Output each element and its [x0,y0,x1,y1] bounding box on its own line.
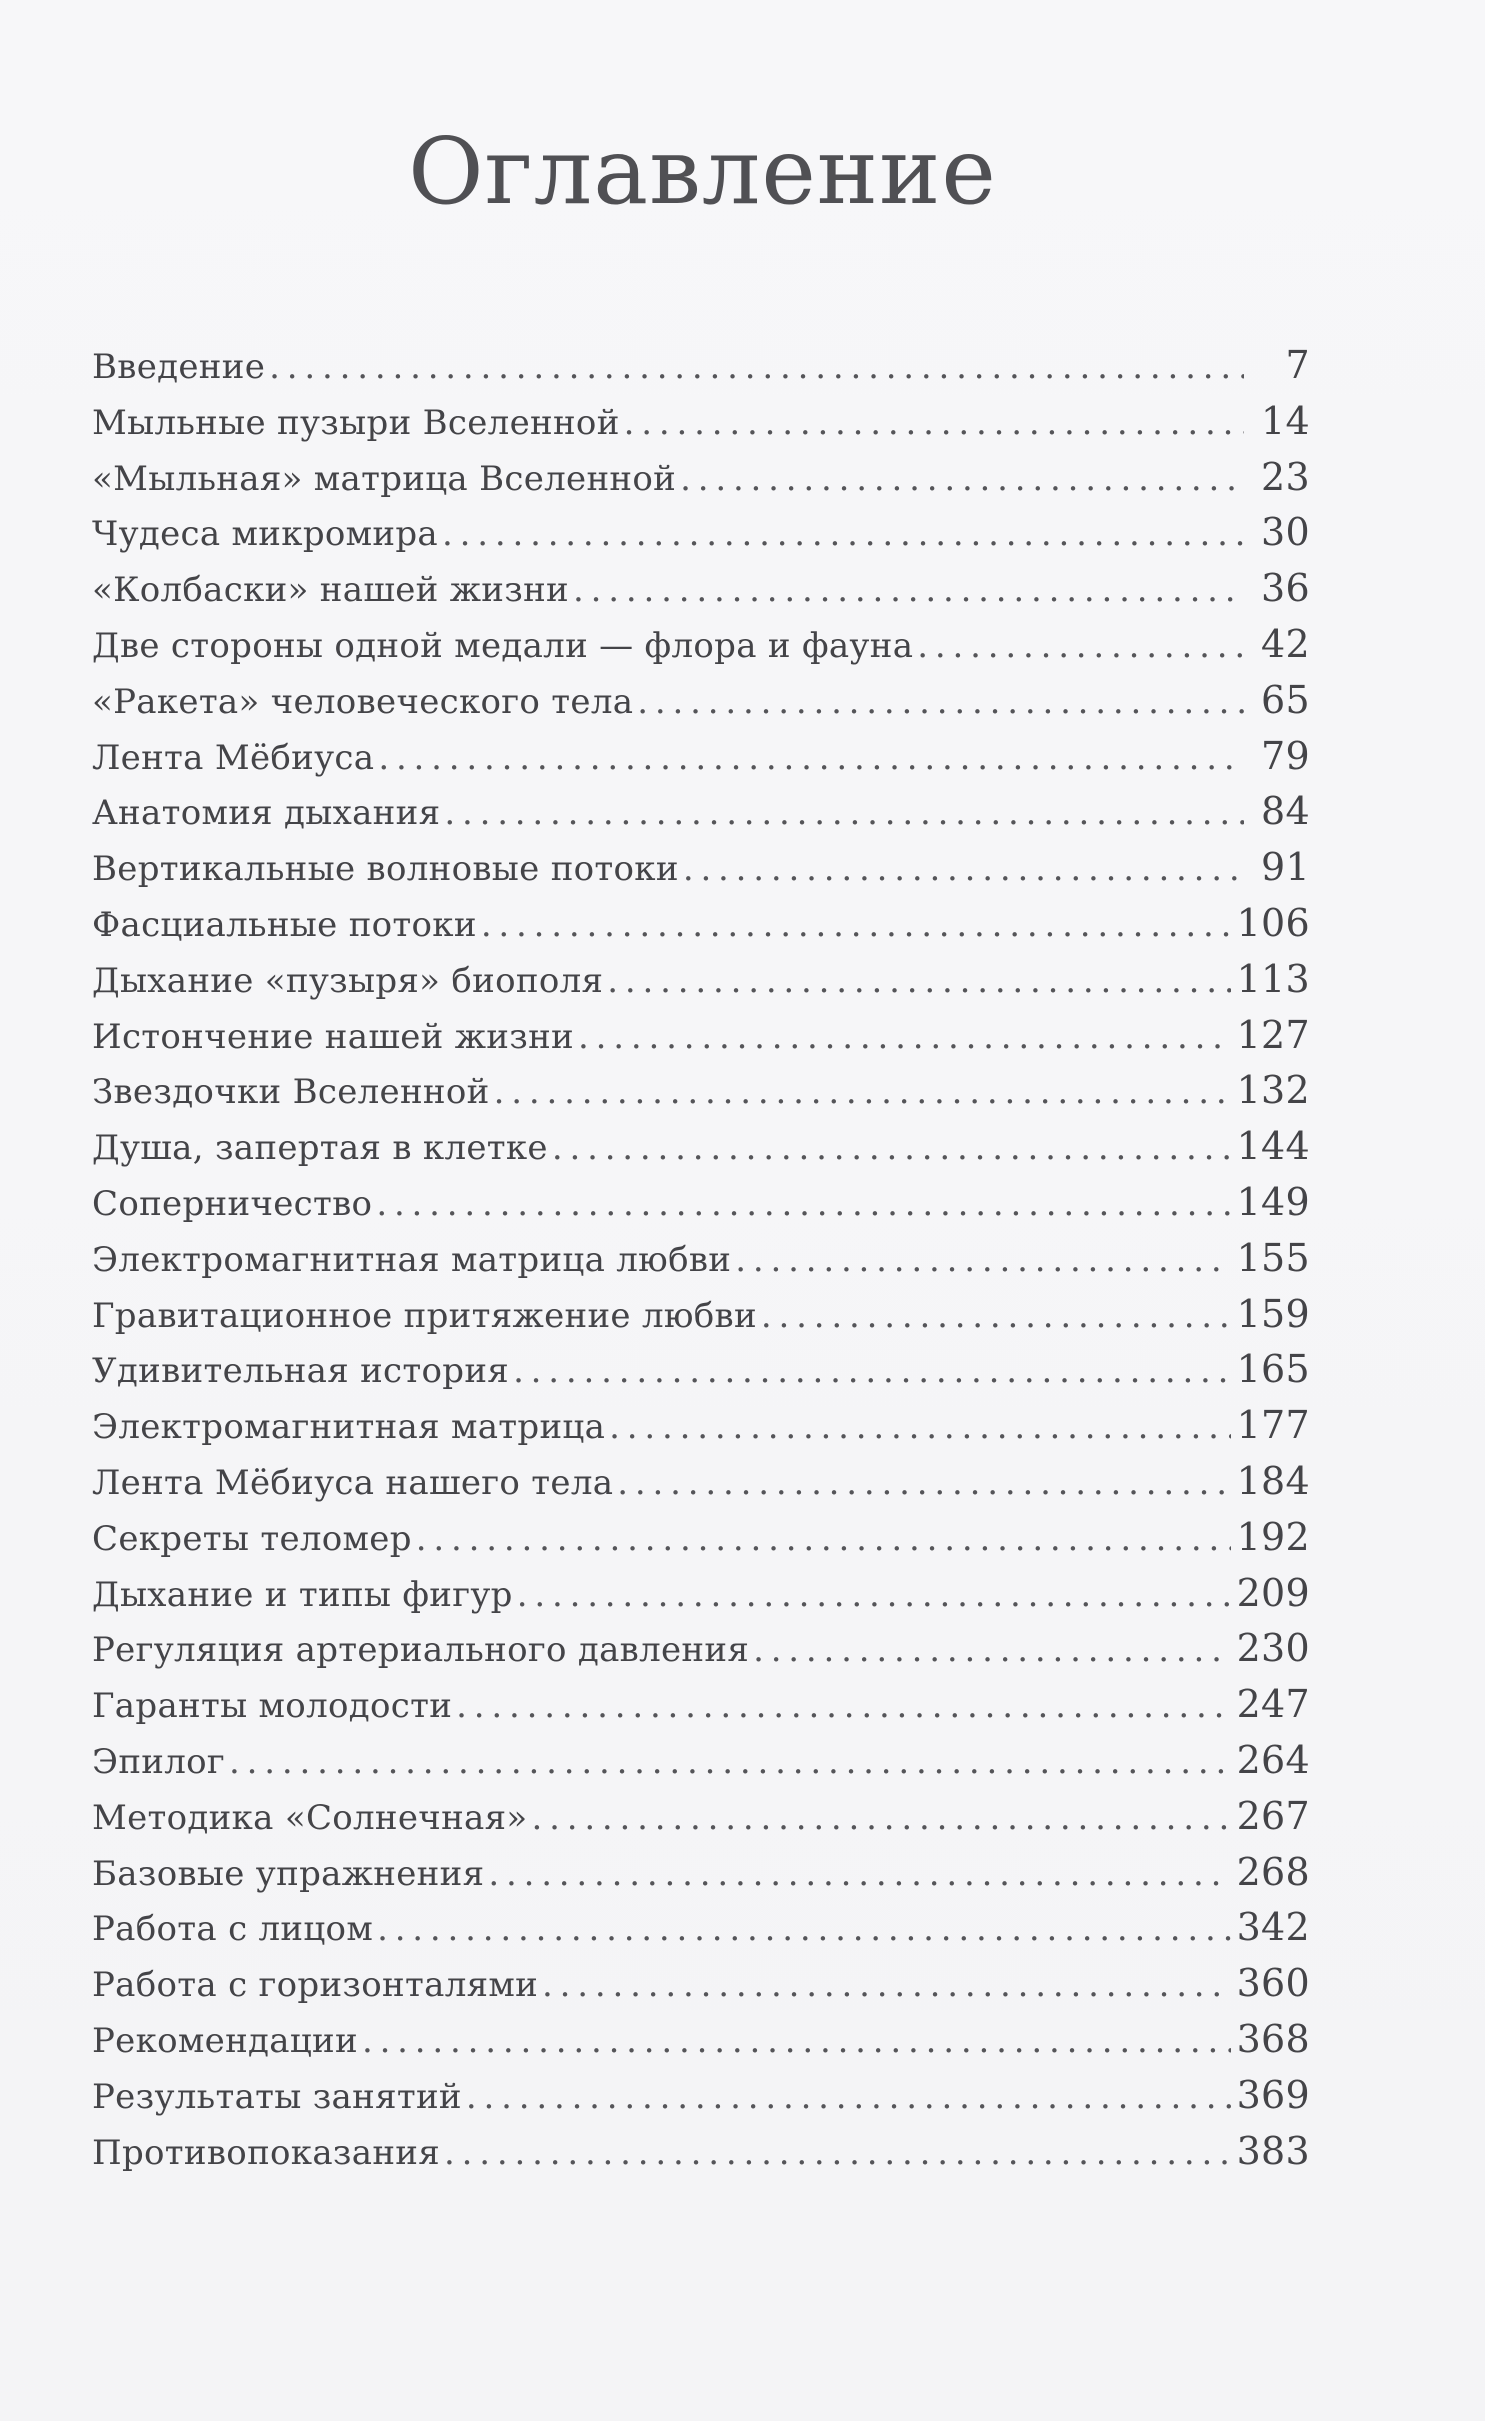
toc-entry [92,505,1310,561]
dot-leader [531,1791,1230,1847]
dot-leader [416,1512,1231,1568]
toc-entry-title: Электромагнитная матрица любви [92,1239,732,1280]
toc-entry-page-number: 268 [1236,1849,1310,1894]
toc-entry [92,1789,1310,1845]
toc-entry-title: Соперничество [92,1183,373,1224]
dot-leader [442,507,1244,563]
toc-entry-title: Гаранты молодости [92,1686,453,1727]
toc-entry [92,338,1310,394]
dot-leader [269,340,1244,396]
toc-entry-page-number: 42 [1261,621,1310,666]
toc-entry-title: Душа, запертая в клетке [92,1128,548,1169]
toc-entry [92,673,1310,729]
toc-entry [92,1063,1310,1119]
dot-leader [444,786,1244,842]
toc-entry-title: Мыльные пузыри Вселенной [92,402,620,443]
toc-entry [92,784,1310,840]
toc-entry-title: Работа с горизонталями [92,1965,539,2006]
dot-leader [494,1065,1231,1121]
toc-entry-page-number: 91 [1261,845,1310,890]
table-of-contents [92,338,1310,2179]
toc-entry-page-number: 209 [1236,1570,1310,1615]
dot-leader [552,1121,1231,1177]
dot-leader [488,1847,1230,1903]
toc-entry-page-number: 106 [1236,900,1310,945]
toc-entry-page-number: 127 [1236,1012,1310,1057]
toc-entry-title: Работа с лицом [92,1909,374,1950]
dot-leader [377,1902,1230,1958]
toc-entry-page-number: 264 [1236,1737,1310,1782]
dot-leader [229,1735,1231,1791]
toc-entry-page-number: 14 [1261,398,1310,443]
toc-entry [92,1398,1310,1454]
toc-entry-page-number: 184 [1236,1458,1310,1503]
toc-entry [92,1733,1310,1789]
dot-leader [517,1568,1231,1624]
toc-entry [92,729,1310,785]
dot-leader [481,898,1231,954]
toc-entry-title: Вертикальные волновые потоки [92,849,679,890]
toc-entry [92,1956,1310,2012]
toc-entry-page-number: 132 [1236,1068,1310,1113]
toc-entry-page-number: 192 [1236,1514,1310,1559]
toc-entry [92,1231,1310,1287]
toc-entry [92,2012,1310,2068]
dot-leader [376,1177,1230,1233]
toc-entry [92,896,1310,952]
toc-entry-title: Секреты теломер [92,1518,412,1559]
dot-leader [513,1344,1231,1400]
dot-leader [683,842,1244,898]
toc-entry-title: «Ракета» человеческого тела [92,681,634,722]
toc-entry [92,1119,1310,1175]
toc-entry-title: Результаты занятий [92,2076,462,2117]
toc-entry [92,2068,1310,2124]
toc-entry [92,1454,1310,1510]
dot-leader [578,1010,1231,1066]
toc-entry-title: Электромагнитная матрица [92,1407,606,1448]
toc-entry [92,394,1310,450]
toc-entry-title: Чудеса микромира [92,514,438,555]
toc-entry-page-number: 155 [1236,1235,1310,1280]
toc-entry-title: Анатомия дыхания [92,793,441,834]
toc-entry-page-number: 159 [1236,1291,1310,1336]
toc-entry [92,1566,1310,1622]
toc-entry-page-number: 149 [1236,1179,1310,1224]
dot-leader [624,396,1244,452]
toc-entry-title: «Колбаски» нашей жизни [92,570,570,611]
dot-leader [362,2014,1231,2070]
toc-entry [92,450,1310,506]
page-title: Оглавление [408,118,997,225]
toc-entry [92,840,1310,896]
toc-entry-title: Фасциальные потоки [92,904,477,945]
toc-entry-page-number: 165 [1236,1347,1310,1392]
toc-entry-page-number: 177 [1236,1403,1310,1448]
toc-entry-title: Эпилог [92,1741,226,1782]
toc-entry [92,1175,1310,1231]
toc-entry-page-number: 369 [1236,2072,1310,2117]
toc-entry-page-number: 79 [1261,733,1310,778]
toc-entry [92,1342,1310,1398]
dot-leader [735,1233,1230,1289]
dot-leader [378,731,1244,787]
toc-entry [92,1621,1310,1677]
dot-leader [637,675,1244,731]
toc-entry-title: Лента Мёбиуса [92,737,375,778]
toc-entry-page-number: 342 [1236,1905,1310,1950]
dot-leader [573,563,1244,619]
toc-entry-title: Гравитационное притяжение любви [92,1295,757,1336]
toc-entry [92,1287,1310,1343]
toc-entry-page-number: 247 [1236,1682,1310,1727]
toc-entry-page-number: 30 [1261,510,1310,555]
toc-entry [92,952,1310,1008]
dot-leader [444,2126,1231,2182]
toc-entry-page-number: 113 [1236,956,1310,1001]
toc-entry-page-number: 383 [1236,2128,1310,2173]
toc-entry [92,1008,1310,1064]
toc-entry-page-number: 368 [1236,2016,1310,2061]
toc-entry [92,617,1310,673]
toc-entry-title: Звездочки Вселенной [92,1072,490,1113]
dot-leader [607,954,1230,1010]
toc-entry-title: Рекомендации [92,2020,358,2061]
toc-entry-page-number: 84 [1261,789,1310,834]
toc-entry [92,1677,1310,1733]
dot-leader [456,1679,1230,1735]
toc-entry [92,1845,1310,1901]
toc-entry-title: Удивительная история [92,1351,510,1392]
toc-entry-title: Лента Мёбиуса нашего тела [92,1462,614,1503]
toc-entry-page-number: 360 [1236,1961,1310,2006]
dot-leader [542,1958,1231,2014]
toc-entry-page-number: 65 [1261,677,1310,722]
dot-leader [617,1456,1230,1512]
toc-entry-title: Две стороны одной медали — флора и фауна [92,625,914,666]
toc-entry-title: Базовые упражнения [92,1853,485,1894]
toc-entry-page-number: 23 [1261,454,1310,499]
toc-entry-title: Методика «Солнечная» [92,1797,528,1838]
toc-entry-page-number: 267 [1236,1793,1310,1838]
toc-entry-title: Введение [92,347,266,387]
toc-entry [92,1510,1310,1566]
toc-entry [92,1900,1310,1956]
dot-leader [609,1400,1230,1456]
toc-entry-title: Дыхание «пузыря» биополя [92,960,604,1001]
toc-entry-title: Дыхание и типы фигур [92,1574,513,1615]
toc-entry-page-number: 230 [1236,1626,1310,1671]
toc-entry [92,2124,1310,2180]
toc-entry-page-number: 7 [1285,343,1310,387]
toc-entry-title: «Мыльная» матрица Вселенной [92,458,677,499]
dot-leader [753,1623,1230,1679]
dot-leader [917,619,1244,675]
toc-entry-title: Противопоказания [92,2132,441,2173]
toc-entry-title: Регуляция артериального давления [92,1630,750,1671]
toc-entry-page-number: 144 [1236,1124,1310,1169]
toc-entry-page-number: 36 [1261,566,1310,611]
dot-leader [761,1289,1231,1345]
dot-leader [466,2070,1231,2126]
toc-entry [92,561,1310,617]
toc-entry-title: Истончение нашей жизни [92,1016,575,1057]
dot-leader [680,452,1244,508]
